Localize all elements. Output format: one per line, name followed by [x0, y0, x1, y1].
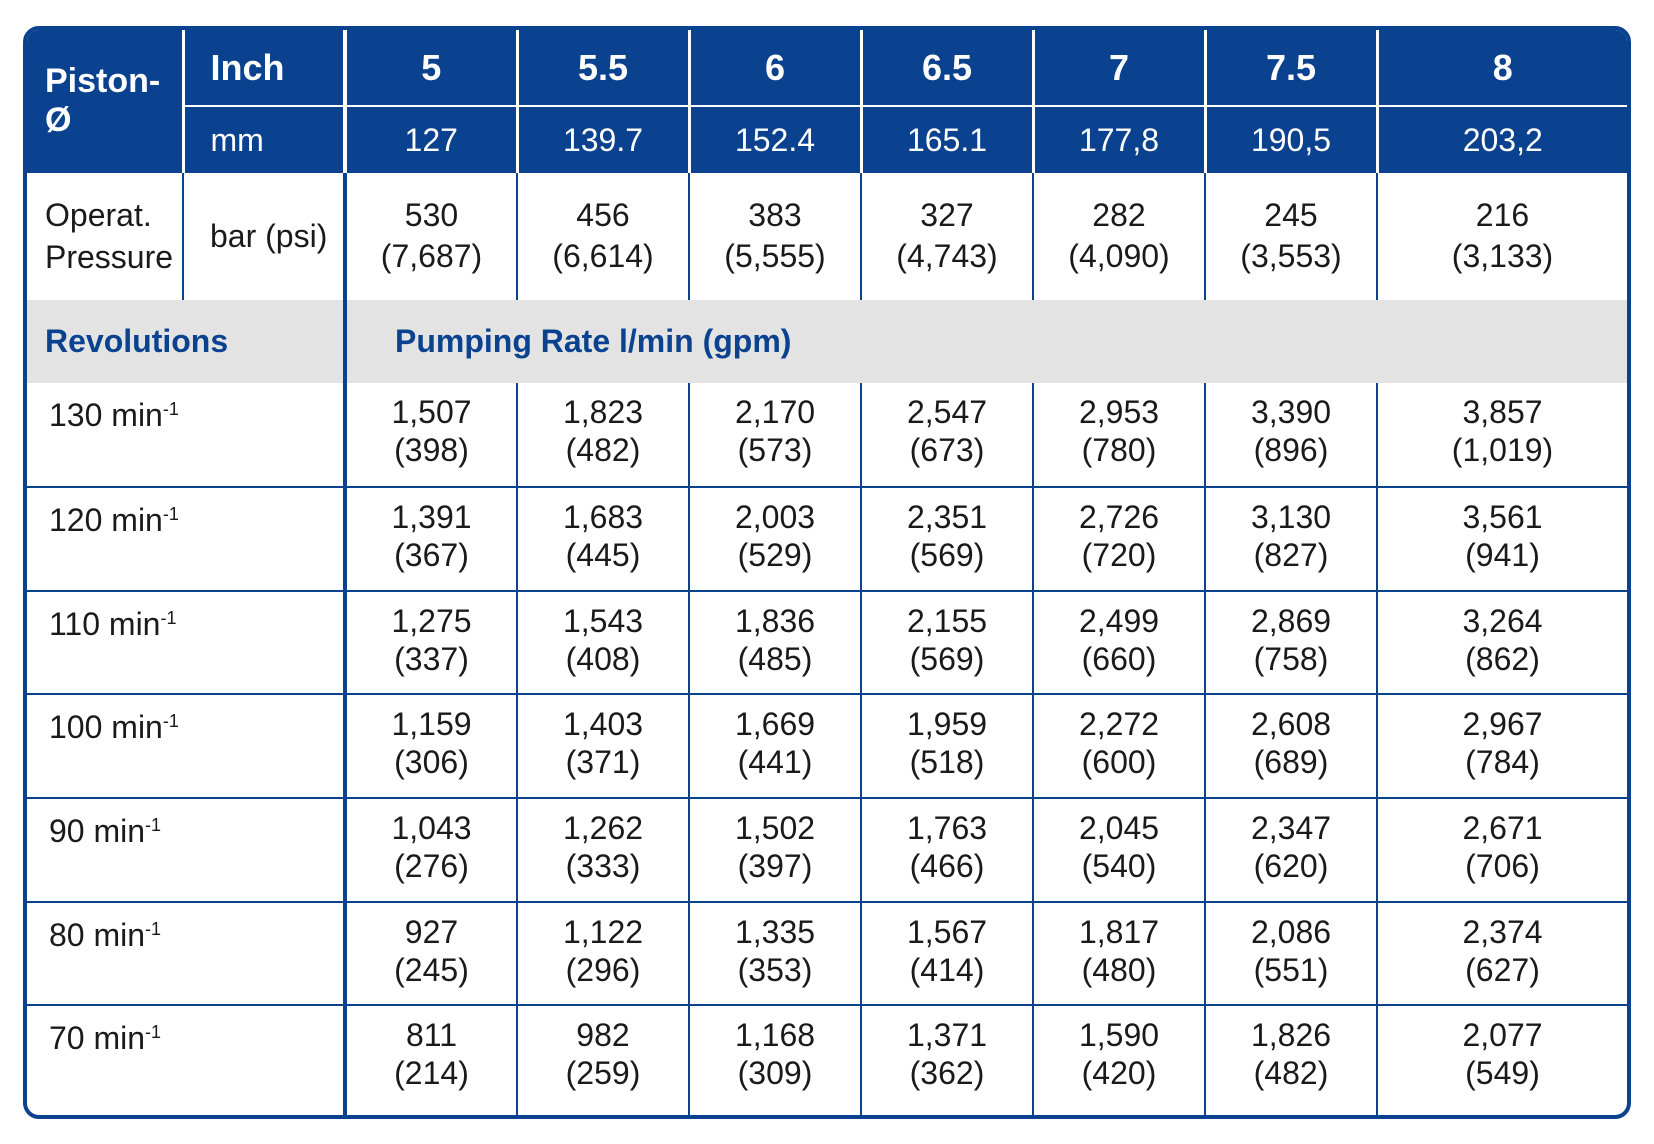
pumping-rate-cell: [861, 1005, 1033, 1115]
pumping-rate-cell: [517, 383, 689, 487]
rate-lpm: 3,130: [1250, 498, 1332, 535]
pressure-cell: [689, 173, 861, 300]
pumping-rate-cell: [1205, 591, 1377, 695]
pumping-rate-cell: [1033, 694, 1205, 798]
rate-gpm: (306): [394, 744, 469, 781]
mm-value: 203,2: [1377, 106, 1627, 172]
pressure-bar: 327: [920, 197, 974, 234]
mm-value: 139.7: [517, 106, 689, 172]
mm-value: 127: [345, 106, 517, 172]
table-row: [27, 591, 1627, 695]
pumping-rate-cell: [1377, 798, 1627, 902]
pumping-rate-cell: [1205, 383, 1377, 487]
pressure-psi: (4,090): [1068, 238, 1170, 275]
rate-lpm: 2,967: [1462, 706, 1543, 743]
rate-lpm: 2,086: [1250, 913, 1332, 950]
pumping-rate-cell: [345, 694, 517, 798]
revolutions-exponent: -1: [162, 503, 179, 524]
pumping-rate-cell: [1205, 694, 1377, 798]
mm-unit-label: mm: [183, 106, 345, 172]
table-row: [27, 383, 1627, 487]
pumping-rate-cell: [517, 591, 689, 695]
rate-gpm: (518): [909, 744, 985, 781]
pumping-rate-cell: [1205, 1005, 1377, 1115]
pumping-rate-cell: [861, 902, 1033, 1006]
pressure-cell: [517, 173, 689, 300]
label-line: Operat.: [45, 197, 152, 234]
pumping-rate-cell: [689, 1005, 861, 1115]
rate-gpm: (620): [1253, 847, 1329, 884]
rate-lpm: 1,391: [391, 498, 472, 535]
pump-spec-table: [27, 30, 1627, 1115]
rate-lpm: 2,155: [906, 602, 988, 639]
piston-label: Piston-Ø: [27, 30, 183, 173]
revolutions-exponent: -1: [145, 918, 162, 939]
rate-lpm: 1,826: [1250, 1017, 1332, 1054]
inch-value: 7: [1033, 30, 1205, 106]
pumping-rate-cell: [1033, 487, 1205, 591]
rate-gpm: (784): [1465, 744, 1540, 781]
pressure-unit-label: bar (psi): [183, 173, 345, 300]
rate-gpm: (540): [1081, 847, 1157, 884]
rate-lpm: 2,374: [1462, 913, 1543, 950]
rate-gpm: (758): [1253, 640, 1329, 677]
pressure-psi: (7,687): [380, 238, 483, 275]
pressure-cell: [1033, 173, 1205, 300]
pressure-cell: [345, 173, 517, 300]
rate-lpm: 1,262: [562, 809, 644, 846]
pumping-rate-cell: [689, 694, 861, 798]
pumping-rate-cell: [689, 798, 861, 902]
rate-lpm: 2,547: [906, 394, 988, 431]
pumping-rate-cell: [517, 798, 689, 902]
pumping-rate-cell: [1205, 798, 1377, 902]
pressure-cell: [861, 173, 1033, 300]
rate-gpm: (569): [909, 536, 985, 573]
pumping-rate-cell: [1205, 487, 1377, 591]
rate-gpm: (941): [1465, 536, 1540, 573]
rate-gpm: (551): [1253, 951, 1329, 988]
rate-gpm: (720): [1081, 536, 1157, 573]
rate-lpm: 1,669: [734, 706, 816, 743]
rate-gpm: (245): [394, 951, 469, 988]
revolutions-cell: [27, 798, 345, 902]
rate-lpm: 1,159: [391, 706, 472, 743]
pumping-rate-cell: [517, 902, 689, 1006]
pumping-rate-cell: [1033, 591, 1205, 695]
mm-value: 165.1: [861, 106, 1033, 172]
rate-gpm: (276): [394, 847, 469, 884]
rate-lpm: 2,726: [1078, 498, 1160, 535]
rate-lpm: 1,275: [391, 602, 472, 639]
revolutions-cell: [27, 383, 345, 487]
revolutions-exponent: -1: [145, 1022, 162, 1043]
rate-gpm: (780): [1081, 432, 1157, 469]
pressure-bar: 456: [576, 197, 630, 234]
table-row: [27, 694, 1627, 798]
rate-lpm: 1,543: [562, 602, 644, 639]
pumping-rate-cell: [345, 1005, 517, 1115]
pumping-rate-cell: [689, 487, 861, 591]
operating-pressure-label: [27, 173, 183, 300]
rate-gpm: (398): [394, 432, 469, 469]
rate-gpm: (259): [565, 1055, 641, 1092]
rate-lpm: 2,499: [1078, 602, 1160, 639]
rate-gpm: (600): [1081, 744, 1157, 781]
pressure-psi: (5,555): [724, 238, 826, 275]
rate-lpm: 3,561: [1462, 498, 1543, 535]
pumping-rate-cell: [861, 487, 1033, 591]
inch-value: 6.5: [861, 30, 1033, 106]
rate-lpm: 2,671: [1462, 809, 1543, 846]
rate-gpm: (296): [565, 951, 641, 988]
pressure-cell: [1205, 173, 1377, 300]
pumping-rate-cell: [689, 383, 861, 487]
rate-gpm: (896): [1253, 432, 1329, 469]
rate-gpm: (706): [1465, 847, 1540, 884]
rate-lpm: 1,335: [734, 913, 816, 950]
pumping-rate-cell: [689, 902, 861, 1006]
revolutions-value: 120 min: [49, 501, 163, 538]
rate-gpm: (337): [394, 640, 469, 677]
rate-lpm: 1,507: [391, 394, 472, 431]
inch-row: [27, 30, 1627, 106]
pressure-bar: 216: [1475, 197, 1530, 234]
pressure-cell: [1377, 173, 1627, 300]
rate-gpm: (573): [737, 432, 813, 469]
mm-value: 190,5: [1205, 106, 1377, 172]
rate-gpm: (214): [394, 1055, 469, 1092]
revolutions-value: 100 min: [49, 709, 163, 746]
rate-gpm: (371): [565, 744, 641, 781]
rate-lpm: 2,003: [734, 498, 816, 535]
rate-lpm: 2,869: [1250, 602, 1332, 639]
revolutions-cell: [27, 902, 345, 1006]
pumping-rate-cell: [345, 798, 517, 902]
mm-row: [27, 106, 1627, 172]
revolutions-cell: [27, 591, 345, 695]
revolutions-value: 130 min: [49, 397, 163, 434]
rate-gpm: (466): [909, 847, 985, 884]
rate-gpm: (441): [737, 744, 813, 781]
revolutions-cell: [27, 487, 345, 591]
pressure-psi: (6,614): [552, 238, 654, 275]
rate-gpm: (862): [1465, 640, 1540, 677]
rate-lpm: 2,272: [1078, 706, 1160, 743]
mm-value: 152.4: [689, 106, 861, 172]
rate-lpm: 1,043: [391, 809, 472, 846]
pumping-rate-cell: [861, 591, 1033, 695]
pumping-rate-cell: [1205, 902, 1377, 1006]
pumping-rate-cell: [1033, 902, 1205, 1006]
pressure-psi: (4,743): [896, 238, 998, 275]
rate-lpm: 1,817: [1078, 913, 1160, 950]
rate-gpm: (445): [565, 536, 641, 573]
rate-lpm: 3,264: [1462, 602, 1543, 639]
rate-gpm: (397): [737, 847, 813, 884]
pumping-rate-cell: [1377, 487, 1627, 591]
revolutions-exponent: -1: [160, 607, 177, 628]
label-line: Pressure: [45, 239, 174, 276]
revolutions-cell: [27, 1005, 345, 1115]
rate-gpm: (549): [1465, 1055, 1540, 1092]
rate-lpm: 2,953: [1078, 394, 1160, 431]
rate-gpm: (569): [909, 640, 985, 677]
rate-gpm: (673): [909, 432, 985, 469]
pumping-rate-cell: [1033, 383, 1205, 487]
pumping-rate-cell: [861, 694, 1033, 798]
pressure-bar: 245: [1264, 197, 1318, 234]
pumping-rate-cell: [345, 383, 517, 487]
revolutions-label: Revolutions: [27, 300, 345, 384]
rate-gpm: (627): [1465, 951, 1540, 988]
rate-lpm: 1,502: [734, 809, 816, 846]
pumping-rate-cell: [1377, 1005, 1627, 1115]
rate-lpm: 1,836: [734, 602, 816, 639]
inch-value: 5: [345, 30, 517, 106]
rate-gpm: (353): [737, 951, 813, 988]
pumping-rate-cell: [345, 487, 517, 591]
pump-spec-table-frame: [23, 26, 1631, 1119]
rate-lpm: 927: [404, 913, 459, 950]
table-row: [27, 487, 1627, 591]
table-row: [27, 798, 1627, 902]
rate-lpm: 982: [576, 1017, 630, 1054]
rate-lpm: 3,390: [1250, 394, 1332, 431]
pumping-rate-cell: [1033, 1005, 1205, 1115]
rate-lpm: 1,590: [1078, 1017, 1160, 1054]
pumping-rate-cell: [517, 1005, 689, 1115]
rate-gpm: (482): [1253, 1055, 1329, 1092]
pressure-bar: 282: [1092, 197, 1146, 234]
section-header-row: [27, 300, 1627, 384]
operating-pressure-row: [27, 173, 1627, 300]
rate-lpm: 2,608: [1250, 706, 1332, 743]
rate-gpm: (689): [1253, 744, 1329, 781]
rate-lpm: 1,823: [562, 394, 644, 431]
pumping-rate-cell: [517, 487, 689, 591]
pumping-rate-cell: [1377, 694, 1627, 798]
table-row: [27, 1005, 1627, 1115]
rate-gpm: (420): [1081, 1055, 1157, 1092]
rate-lpm: 3,857: [1462, 394, 1543, 431]
pumping-rate-cell: [861, 798, 1033, 902]
rate-lpm: 2,170: [734, 394, 816, 431]
revolutions-exponent: -1: [145, 814, 162, 835]
rate-gpm: (660): [1081, 640, 1157, 677]
revolutions-value: 80 min: [49, 916, 146, 953]
revolutions-value: 90 min: [49, 812, 146, 849]
rate-gpm: (480): [1081, 951, 1157, 988]
rate-gpm: (482): [565, 432, 641, 469]
rate-gpm: (485): [737, 640, 813, 677]
rate-lpm: 1,683: [562, 498, 644, 535]
revolutions-exponent: -1: [162, 711, 179, 732]
rate-gpm: (362): [909, 1055, 985, 1092]
rate-gpm: (414): [909, 951, 985, 988]
rate-gpm: (827): [1253, 536, 1329, 573]
pressure-psi: (3,553): [1240, 238, 1342, 275]
pressure-bar: 383: [748, 197, 802, 234]
revolutions-value: 70 min: [49, 1020, 146, 1057]
inch-value: 5.5: [517, 30, 689, 106]
pressure-bar: 530: [404, 197, 459, 234]
rate-lpm: 1,567: [906, 913, 988, 950]
pumping-rate-cell: [345, 902, 517, 1006]
inch-unit-label: Inch: [183, 30, 345, 106]
pumping-rate-cell: [517, 694, 689, 798]
pumping-rate-cell: [1033, 798, 1205, 902]
pumping-rate-cell: [1377, 591, 1627, 695]
rate-lpm: 1,168: [734, 1017, 816, 1054]
pumping-rate-cell: [1377, 383, 1627, 487]
rate-gpm: (333): [565, 847, 641, 884]
rate-lpm: 2,045: [1078, 809, 1160, 846]
pressure-psi: (3,133): [1451, 238, 1554, 275]
rate-lpm: 1,122: [562, 913, 644, 950]
rate-lpm: 1,959: [906, 706, 988, 743]
pumping-rate-cell: [1377, 902, 1627, 1006]
rate-lpm: 2,351: [906, 498, 988, 535]
pumping-rate-label: Pumping Rate l/min (gpm): [345, 300, 1627, 384]
rate-lpm: 811: [405, 1017, 457, 1054]
table-row: [27, 902, 1627, 1006]
inch-value: 8: [1377, 30, 1627, 106]
rate-gpm: (309): [737, 1055, 813, 1092]
pumping-rate-cell: [345, 591, 517, 695]
rate-gpm: (408): [565, 640, 641, 677]
rate-lpm: 2,347: [1250, 809, 1332, 846]
revolutions-value: 110 min: [49, 605, 161, 642]
rate-gpm: (367): [394, 536, 469, 573]
rate-lpm: 1,371: [906, 1017, 988, 1054]
rate-gpm: (529): [737, 536, 813, 573]
revolutions-exponent: -1: [162, 399, 179, 420]
pumping-rate-cell: [861, 383, 1033, 487]
pumping-rate-cell: [689, 591, 861, 695]
rate-gpm: (1,019): [1451, 432, 1554, 469]
rate-lpm: 2,077: [1462, 1017, 1543, 1054]
inch-value: 6: [689, 30, 861, 106]
inch-value: 7.5: [1205, 30, 1377, 106]
rate-lpm: 1,403: [562, 706, 644, 743]
mm-value: 177,8: [1033, 106, 1205, 172]
revolutions-cell: [27, 694, 345, 798]
rate-lpm: 1,763: [906, 809, 988, 846]
